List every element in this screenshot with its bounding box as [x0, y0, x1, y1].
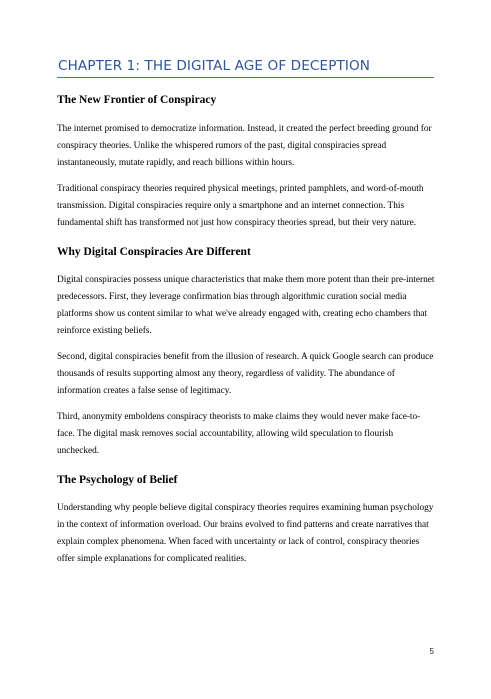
section-heading-why-different: Why Digital Conspiracies Are Different [57, 245, 251, 258]
title-underline [57, 77, 434, 78]
paragraph: Traditional conspiracy theories required physical meetings, printed pamphlets, and word-of-mouth transmission. Digital conspiracies require only a smartphone and an internet connection. This fundamental shift has transformed not just how conspiracy theories spread, but their very nature. [57, 184, 424, 229]
page-body [57, 93, 435, 568]
chapter-title: CHAPTER 1: THE DIGITAL AGE OF DECEPTION [58, 58, 371, 74]
paragraph: Understanding why people believe digital conspiracy theories requires examining human psychology in the context of information overload. Our brains evolved to find patterns and create narratives that explain complex phenomena. When faced with uncertainty or lack of control, conspiracy theories offer simple explanations for complicated realities. [57, 502, 434, 564]
section-heading-new-frontier: The New Frontier of Conspiracy [57, 94, 217, 106]
page-number: 5 [429, 647, 434, 656]
paragraph: Second, digital conspiracies benefit from the illusion of research. A quick Google search can produce thousands of results supporting almost any theory, regardless of validity. The abundance of information creates a false sense of legitimacy. [57, 351, 434, 397]
paragraph: Digital conspiracies possess unique characteristics that make them more potent than their pre-internet predecessors. First, they leverage confirmation bias through algorithmic curation social media platforms show us content similar to what we've already engaged with, creating echo chambers that reinforce existing beliefs. [57, 274, 435, 336]
paragraph: Third, anonymity emboldens conspiracy theorists to make claims they would never make face-to-face. The digital mask removes social accountability, allowing wild speculation to flourish unchecked. [57, 412, 421, 457]
paragraph: The internet promised to democratize information. Instead, it created the perfect breeding ground for conspiracy theories. Unlike the whispered rumors of the past, digital conspiracies spread instantaneously, mutate rapidly, and reach billions within hours. [57, 124, 432, 169]
section-heading-psychology-of-belief: The Psychology of Belief [57, 473, 178, 486]
